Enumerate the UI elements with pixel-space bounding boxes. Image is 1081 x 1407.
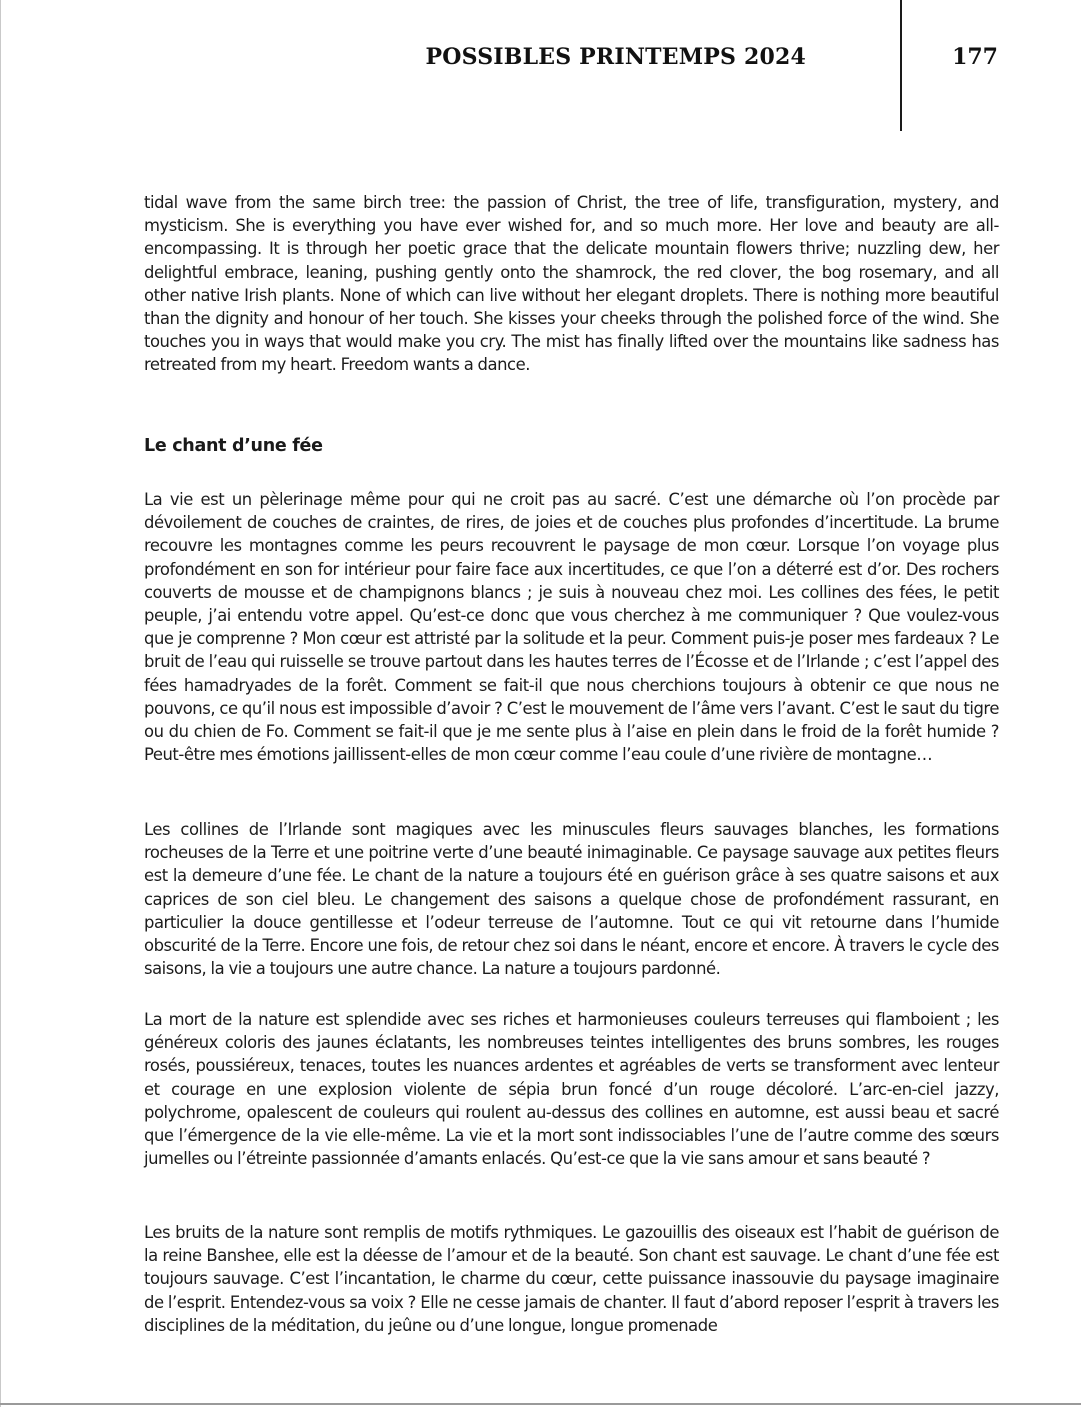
page-number: 177 — [952, 44, 998, 70]
paragraph-3: La mort de la nature est splendide avec ses riches et harmonieuses couleurs terreuses qui flamboient ; les généreux coloris des jaunes éclatants, les nombreuses teintes intelligentes des bruns sombres, les rouges rosés, poussiéreux, tenaces, toutes les nuances ardentes et agréables de verts se transforment avec lenteur et courage en une explosion violente de sépia brun foncé d’un rouge décoloré. L’arc-en-ciel jazzy, polychrome, opalescent de couleurs qui roulent au-dessus des collines en automne, est aussi beau et sacré que l’émergence de la vie elle-même. La vie et la mort sont indissociables l’une de l’autre comme des sœurs jumelles ou l’étreinte passionnée d’amants enlacés. Qu’est-ce que la vie sans amour et sans beauté ? — [144, 1010, 999, 1169]
paragraph-4: Les bruits de la nature sont remplis de motifs rythmiques. Le gazouillis des oiseaux est l’habit de guérison de la reine Banshee, elle est la déesse de l’amour et de la beauté. Son chant est sauvage. Le chant d’une fée est toujours sauvage. C’est l’incantation, le charme du cœur, cette puissance inassouvie du paysage imaginaire de l’esprit. Entendez-vous sa voix ? Elle ne cesse jamais de chanter. Il faut d’abord reposer l’esprit à travers les disciplines de la méditation, du jeûne ou d’une longue, longue promenade — [144, 1223, 999, 1335]
page-bottom-edge — [0, 1403, 1081, 1405]
paragraph-1: La vie est un pèlerinage même pour qui ne croit pas au sacré. C’est une démarche où l’on procède par dévoilement de couches de craintes, de rires, de joies et de couches plus profondes d’incertitude. La brume recouvre les montagnes comme les peurs recouvrent le paysage de mon cœur. Lorsque l’on voyage plus profondément en son for intérieur pour faire face aux incertitudes, ce que l’on a déterré est d’or. Des rochers couverts de mousse et de champignons blancs ; je suis à nouveau chez moi. Les collines des fées, le petit peuple, j’ai entendu votre appel. Qu’est-ce donc que vous cherchez à me communiquer ? Que voulez-vous que je comprenne ? Mon cœur est attristé par la solitude et la peur. Comment puis-je poser mes fardeaux ? Le bruit de l’eau qui ruisselle se trouve partout dans les hautes terres de l’Écosse et de l’Irlande ; c’est l’appel des fées hamadryades de la forêt. Comment se fait-il que nous cherchions toujours à obtenir ce que nous ne pouvons, ce qu’il nous est impossible d’avoir ? C’est le mouvement de l’âme vers l’avant. C’est le saut du tigre ou du chien de Fo. Comment se fait-il que je me sente plus à l’aise en plein dans le froid de la forêt humide ? Peut-être mes émotions jaillissent-elles de mon cœur comme l’eau coule d’une rivière de montagne… — [144, 490, 999, 765]
intro-paragraph: tidal wave from the same birch tree: the passion of Christ, the tree of life, transfiguration, mystery, and mysticism. She is everything you have ever wished for, and so much more. Her love and beauty are all-encompassing. It is through her poetic grace that the delicate mountain flowers thrive; nuzzling dew, her delightful embrace, leaning, pushing gently onto the shamrock, the red clover, the bog rosemary, and all other native Irish plants. None of which can live without her elegant droplets. There is nothing more beautiful than the dignity and honour of her touch. She kisses your cheeks through the polished force of the wind. She touches you in ways that would make you cry. The mist has finally lifted over the mountains like sadness has retreated from my heart. Freedom wants a dance. — [144, 193, 999, 375]
running-header: POSSIBLES PRINTEMPS 2024 — [425, 44, 806, 70]
header-divider-rule — [900, 0, 902, 131]
page-left-edge — [0, 0, 1, 1407]
section-heading: Le chant d’une fée — [144, 436, 323, 456]
paragraph-2: Les collines de l’Irlande sont magiques avec les minuscules fleurs sauvages blanches, les formations rocheuses de la Terre et une poitrine verte d’une beauté inimaginable. Ce paysage sauvage aux petites fleurs est la demeure d’une fée. Le chant de la nature a toujours été en guérison grâce à ses quatre saisons et aux caprices de son ciel bleu. Le changement des saisons a quelque chose de profondément rassurant, en particulier la douce gentillesse et l’odeur terreuse de l’automne. Tout ce qui vit retourne dans l’humide obscurité de la Terre. Encore une fois, de retour chez soi dans le néant, encore et encore. À travers le cycle des saisons, la vie a toujours une autre chance. La nature a toujours pardonné. — [144, 820, 999, 979]
